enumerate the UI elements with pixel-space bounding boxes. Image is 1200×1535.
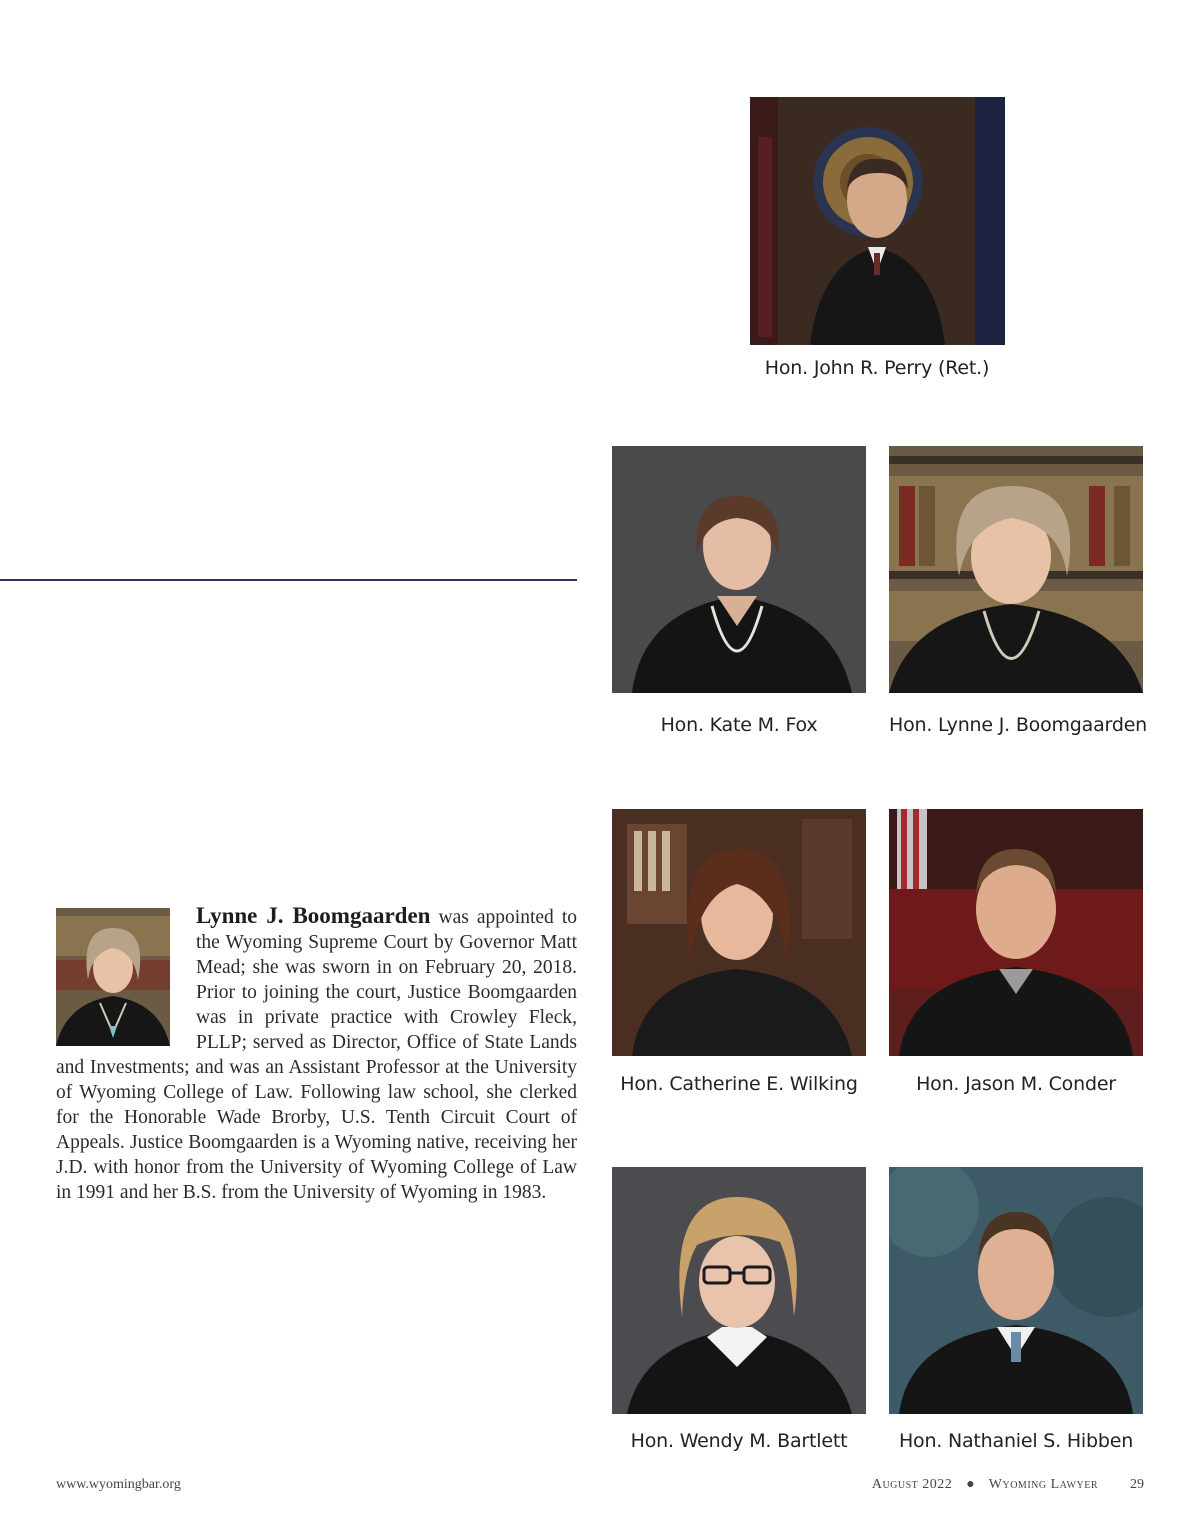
photo-wilking <box>612 809 866 1056</box>
caption-boomgaarden: Hon. Lynne J. Boomgaarden <box>889 714 1148 736</box>
flag-icon <box>897 809 927 889</box>
bio-name: Lynne J. Boomgaarden <box>196 903 431 928</box>
portrait-image <box>750 97 1005 345</box>
footer-website: www.wyomingbar.org <box>56 1477 181 1492</box>
footer-bullet-icon: ● <box>966 1477 975 1492</box>
caption-bartlett: Hon. Wendy M. Bartlett <box>630 1430 848 1452</box>
footer-info <box>872 1477 1144 1493</box>
caption-wilking: Hon. Catherine E. Wilking <box>620 1073 858 1095</box>
footer-issue: August 2022 <box>871 1477 953 1492</box>
portrait-image <box>612 809 866 1056</box>
caption-conder: Hon. Jason M. Conder <box>916 1073 1116 1095</box>
photo-fox <box>612 446 866 693</box>
portrait-image <box>889 809 1143 1056</box>
photo-hibben <box>889 1167 1143 1414</box>
caption-fox: Hon. Kate M. Fox <box>660 714 818 736</box>
portrait-image <box>612 1167 866 1414</box>
bio-paragraph <box>56 903 577 1205</box>
footer-publication: Wyoming Lawyer <box>988 1477 1098 1492</box>
portrait-image <box>889 446 1143 693</box>
bio-text: was appointed to the Wyoming Supreme Court by Governor Matt Mead; she was sworn in on February 20, 2018. Prior to joining the court, Justice Boomgaarden was in private practice with Crowley Fleck, PLLP; served as Director, Office of State Lands and Investments; and was an Assistant Professor at the University of Wyoming College of Law. Following law school, she clerked for the Honorable Wade Brorby, U.S. Tenth Circuit Court of Appeals. Justice Boomgaarden is a Wyoming native, receiving her J.D. with honor from the University of Wyoming College of Law in 1991 and her B.S. from the University of Wyoming in 1983. <box>56 907 577 1203</box>
photo-boomgaarden <box>889 446 1143 693</box>
portrait-image <box>612 446 866 693</box>
caption-hibben: Hon. Nathaniel S. Hibben <box>898 1430 1134 1452</box>
caption-perry: Hon. John R. Perry (Ret.) <box>764 357 990 379</box>
page-number: 29 <box>1130 1477 1144 1492</box>
portrait-image <box>889 1167 1143 1414</box>
photo-bartlett <box>612 1167 866 1414</box>
photo-conder <box>889 809 1143 1056</box>
section-divider <box>0 579 577 581</box>
photo-perry <box>750 97 1005 345</box>
